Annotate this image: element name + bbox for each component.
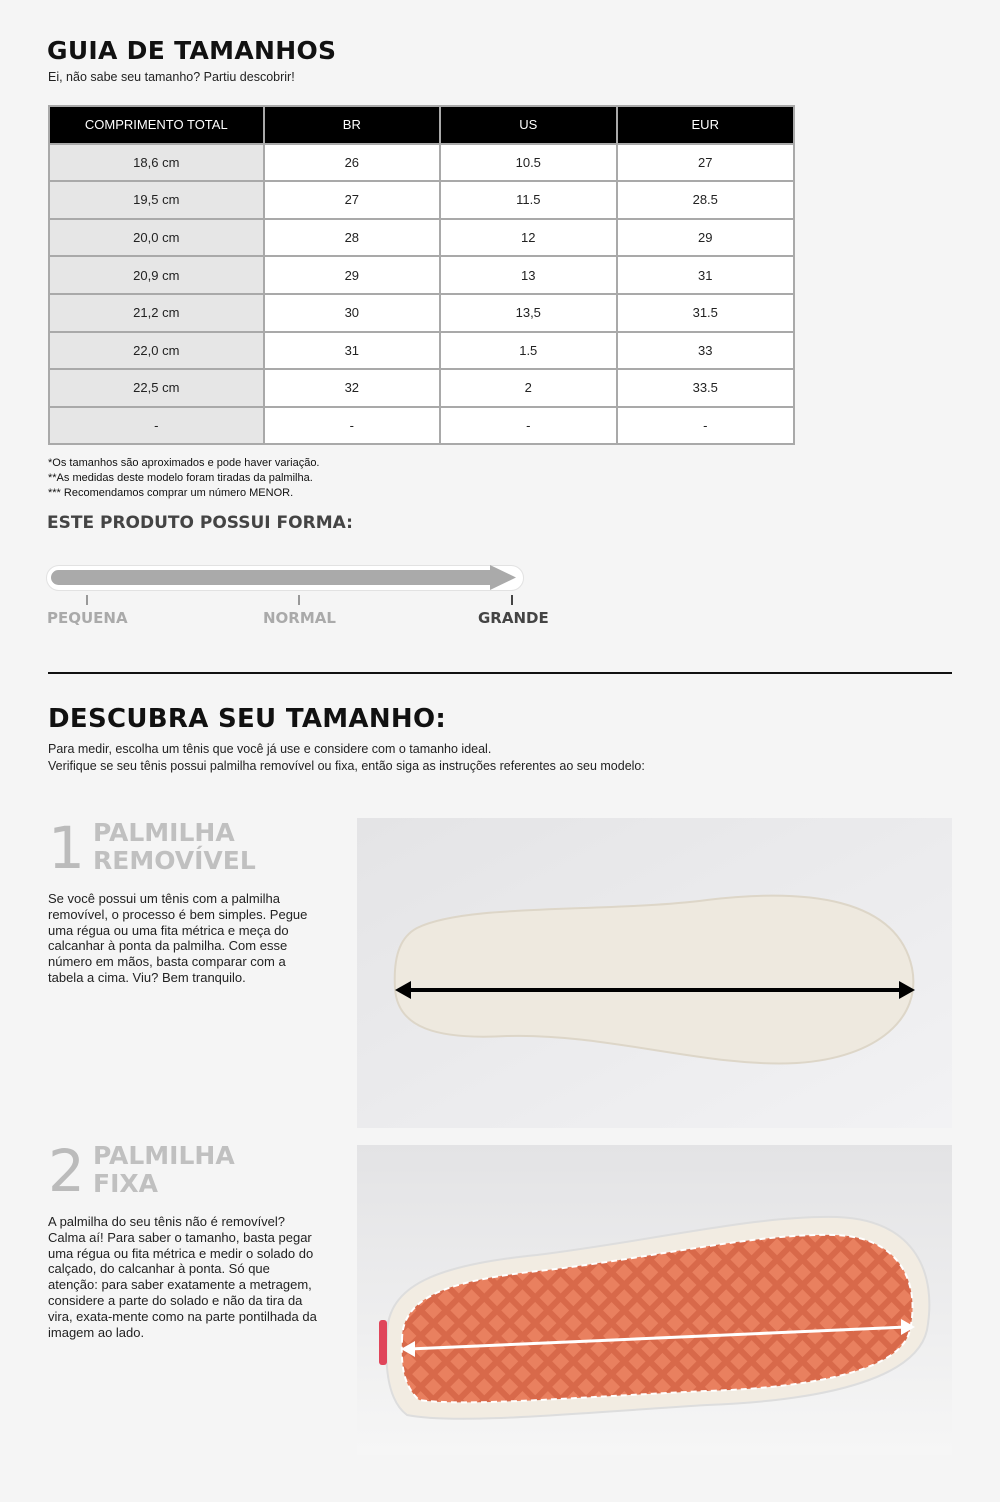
cell-eur: 28.5 <box>617 181 795 219</box>
cell-eur: 33.5 <box>617 369 795 407</box>
note: **As medidas deste modelo foram tiradas da palmilha. <box>48 472 313 484</box>
discover-title: DESCUBRA SEU TAMANHO: <box>48 704 447 734</box>
note: *Os tamanhos são aproximados e pode haver variação. <box>48 457 320 469</box>
tick-small <box>86 595 88 605</box>
step-number: 2 <box>48 1137 85 1205</box>
intro-line: Para medir, escolha um tênis que você já use e considere com o tamanho ideal. <box>48 742 492 756</box>
cell-br: 28 <box>264 219 440 257</box>
cell-us: 12 <box>440 219 616 257</box>
table-notes <box>48 456 320 501</box>
step-text: Se você possui um tênis com a palmilha removível, o processo é bem simples. Pegue uma régua ou uma fita métrica e meça do calcanhar à ponta da palmilha. Com esse número em mãos, basta comparar com a tabela a cima. Viu? Bem tranquilo. <box>48 891 308 985</box>
cell-us: 2 <box>440 369 616 407</box>
cell-length: 18,6 cm <box>49 144 264 182</box>
table-row <box>49 407 794 445</box>
section-divider <box>48 672 952 674</box>
step-title-line: REMOVÍVEL <box>93 846 256 875</box>
cell-br: 27 <box>264 181 440 219</box>
cell-eur: 29 <box>617 219 795 257</box>
col-header-eur: EUR <box>617 106 795 144</box>
col-header-br: BR <box>264 106 440 144</box>
table-row <box>49 294 794 332</box>
cell-eur: 31.5 <box>617 294 795 332</box>
cell-us: 13,5 <box>440 294 616 332</box>
table-row <box>49 256 794 294</box>
col-header-length: COMPRIMENTO TOTAL <box>49 106 264 144</box>
cell-length: 19,5 cm <box>49 181 264 219</box>
step-title <box>93 819 256 875</box>
cell-us: 11.5 <box>440 181 616 219</box>
table-row <box>49 219 794 257</box>
note: *** Recomendamos comprar um número MENOR. <box>48 487 294 499</box>
page-title: GUIA DE TAMANHOS <box>47 36 337 65</box>
cell-us: 10.5 <box>440 144 616 182</box>
cell-us: - <box>440 407 616 445</box>
step-title-line: PALMILHA <box>93 1141 235 1170</box>
step-text: A palmilha do seu tênis não é removível? Calma aí! Para saber o tamanho, basta pegar uma régua ou fita métrica e medir o solado do calçado, do calcanhar à ponta. Só que atenção: para saber exatamente a metragem, considere a parte do solado e não da tira da vira, exata-mente como na parte pontilhada da imagem ao lado. <box>48 1214 317 1340</box>
cell-length: 20,0 cm <box>49 219 264 257</box>
size-table <box>48 105 795 445</box>
fit-label-normal: NORMAL <box>263 609 336 627</box>
table-row <box>49 144 794 182</box>
table-row <box>49 332 794 370</box>
step-title <box>93 1142 235 1198</box>
page-subtitle: Ei, não sabe seu tamanho? Partiu descobrir! <box>48 70 295 84</box>
cell-br: 29 <box>264 256 440 294</box>
step-number: 1 <box>48 814 85 882</box>
table-header-row <box>49 106 794 144</box>
cell-length: 20,9 cm <box>49 256 264 294</box>
cell-br: 32 <box>264 369 440 407</box>
cell-length: 22,5 cm <box>49 369 264 407</box>
fit-label-small: PEQUENA <box>47 609 128 627</box>
cell-eur: 33 <box>617 332 795 370</box>
table-row <box>49 181 794 219</box>
fit-label-large: GRANDE <box>478 609 549 627</box>
intro-line: Verifique se seu tênis possui palmilha removível ou fixa, então siga as instruções referentes ao seu modelo: <box>48 759 645 773</box>
cell-br: 26 <box>264 144 440 182</box>
cell-eur: 31 <box>617 256 795 294</box>
cell-length: 21,2 cm <box>49 294 264 332</box>
col-header-us: US <box>440 106 616 144</box>
table-row <box>49 369 794 407</box>
cell-eur: - <box>617 407 795 445</box>
fit-arrow-icon <box>50 565 520 591</box>
step-title-line: PALMILHA <box>93 818 235 847</box>
cell-us: 1.5 <box>440 332 616 370</box>
cell-br: 30 <box>264 294 440 332</box>
cell-eur: 27 <box>617 144 795 182</box>
fit-title: ESTE PRODUTO POSSUI FORMA: <box>47 513 353 533</box>
removable-insole-image <box>357 818 952 1128</box>
cell-br: - <box>264 407 440 445</box>
cell-length: - <box>49 407 264 445</box>
tick-normal <box>298 595 300 605</box>
tick-large <box>511 595 513 605</box>
cell-us: 13 <box>440 256 616 294</box>
step-title-line: FIXA <box>93 1169 159 1198</box>
fixed-insole-image <box>357 1145 952 1455</box>
discover-intro <box>48 741 645 775</box>
cell-length: 22,0 cm <box>49 332 264 370</box>
cell-br: 31 <box>264 332 440 370</box>
